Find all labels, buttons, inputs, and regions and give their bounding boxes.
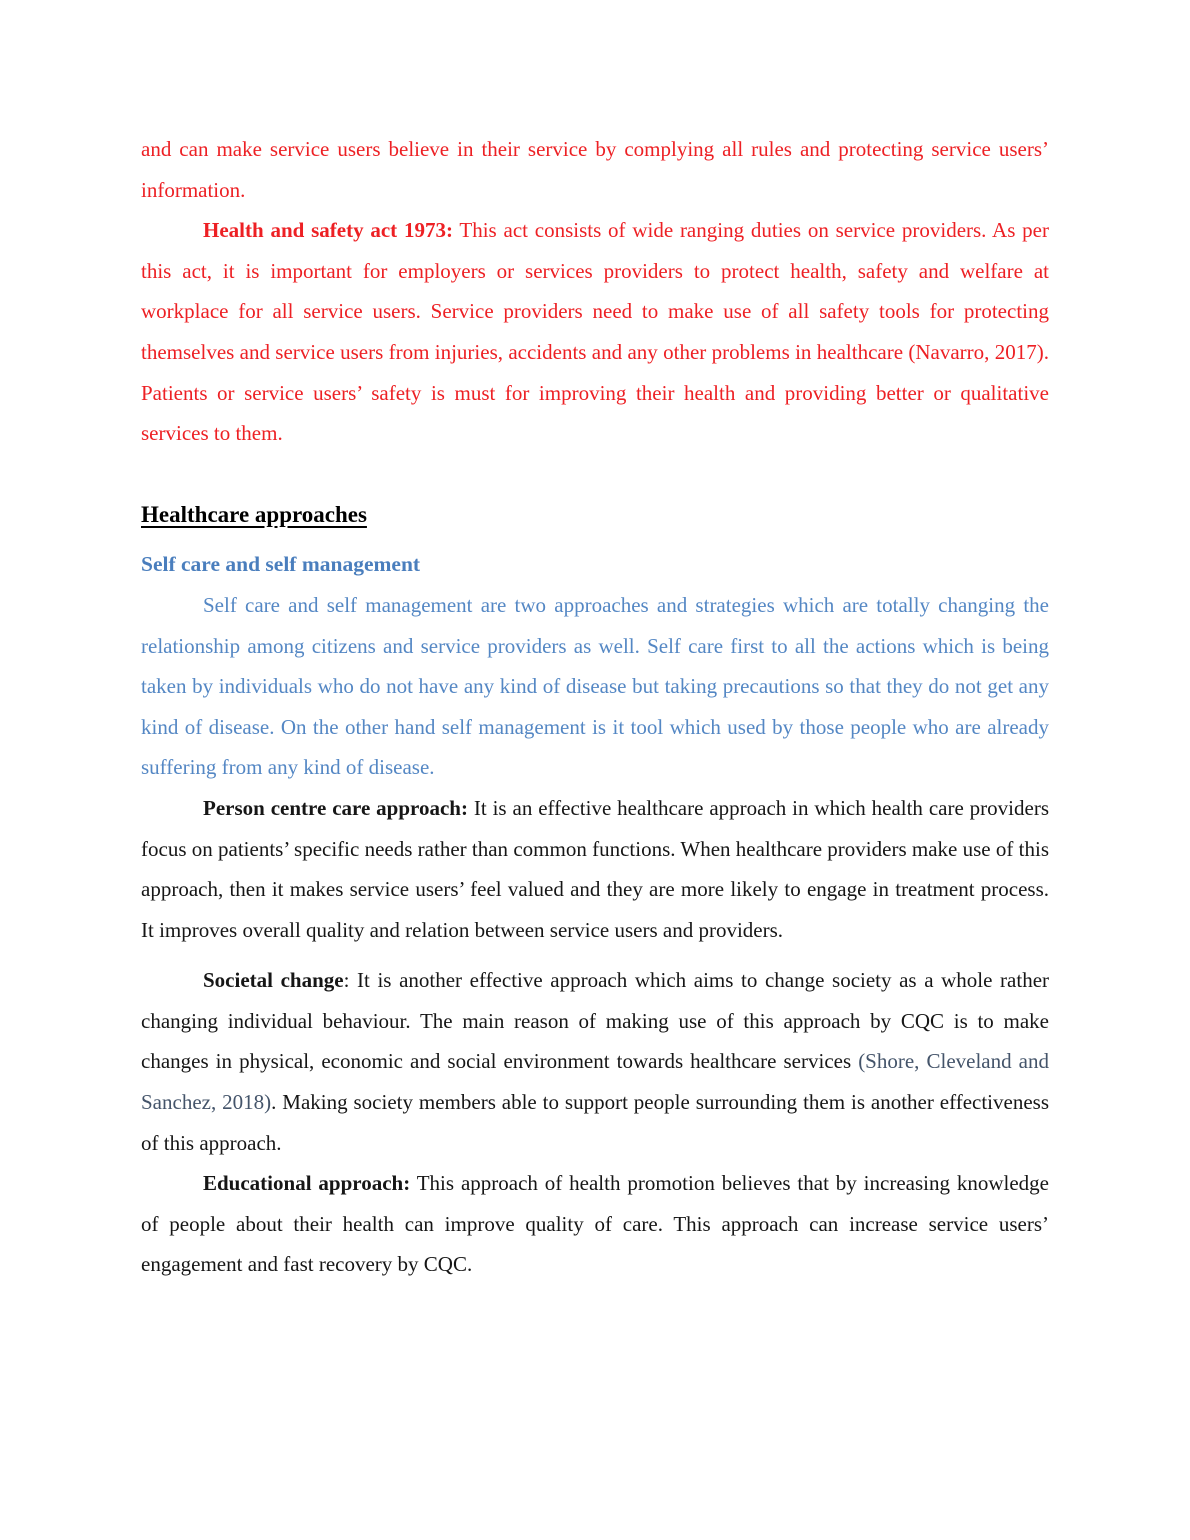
paragraph-intro-continuation	[141, 129, 1049, 210]
paragraph-self-care	[141, 585, 1049, 788]
paragraph-intro-text: and can make service users believe in their service by complying all rules and protecting service users’ information.	[141, 137, 1049, 202]
societal-change-lead: Societal change	[203, 968, 344, 993]
paragraph-societal-change	[141, 960, 1049, 1163]
health-safety-act-body: This act consists of wide ranging duties on service providers. As per this act, it is important for employers or services providers to protect health, safety and welfare at workplace for all service users. Service providers need to make use of all safety tools for protecting themselves and service users from injuries, accidents and any other problems in healthcare (Navarro, 2017). Patients or service users’ safety is must for improving their health and providing better or qualitative services to them.	[141, 218, 1049, 446]
heading-healthcare-approaches	[141, 495, 1049, 536]
subheading-self-care: Self care and self management	[141, 552, 421, 577]
societal-change-body-end: . Making society members able to support people surrounding them is another effectiveness of this approach.	[141, 1090, 1049, 1155]
societal-change-citation: (Shore, Cleveland and Sanchez, 2018)	[141, 1049, 1049, 1115]
health-safety-act-lead: Health and safety act 1973:	[203, 218, 453, 243]
paragraph-person-centre-care	[141, 788, 1049, 950]
heading-healthcare-approaches-text: Healthcare approaches	[141, 501, 367, 527]
paragraph-educational-approach	[141, 1163, 1049, 1285]
person-centre-care-lead: Person centre care approach:	[203, 795, 468, 820]
societal-change-body-start: : It is another effective approach which aims to change society as a whole rather changing individual behaviour. The main reason of making use of this approach by CQC is to make changes in physical, economic and social environment towards healthcare services	[141, 968, 1050, 1074]
person-centre-care-body: It is an effective healthcare approach in which health care providers focus on patients’ specific needs rather than common functions. When healthcare providers make use of this approach, then it makes service users’ feel valued and they are more likely to engage in treatment process. It improves overall quality and relation between service users and providers.	[141, 795, 1049, 942]
educational-approach-lead: Educational approach:	[203, 1171, 411, 1196]
educational-approach-body: This approach of health promotion believes that by increasing knowledge of people about their health can improve quality of care. This approach can increase service users’ engagement and fast recovery by CQC.	[141, 1171, 1049, 1277]
paragraph-self-care-text: Self care and self management are two approaches and strategies which are totally changing the relationship among citizens and service providers as well. Self care first to all the actions which is being taken by individuals who do not have any kind of disease but taking precautions so that they do not get any kind of disease. On the other hand self management is it tool which used by those people who are already suffering from any kind of disease.	[141, 592, 1049, 780]
paragraph-health-safety-act	[141, 210, 1049, 454]
